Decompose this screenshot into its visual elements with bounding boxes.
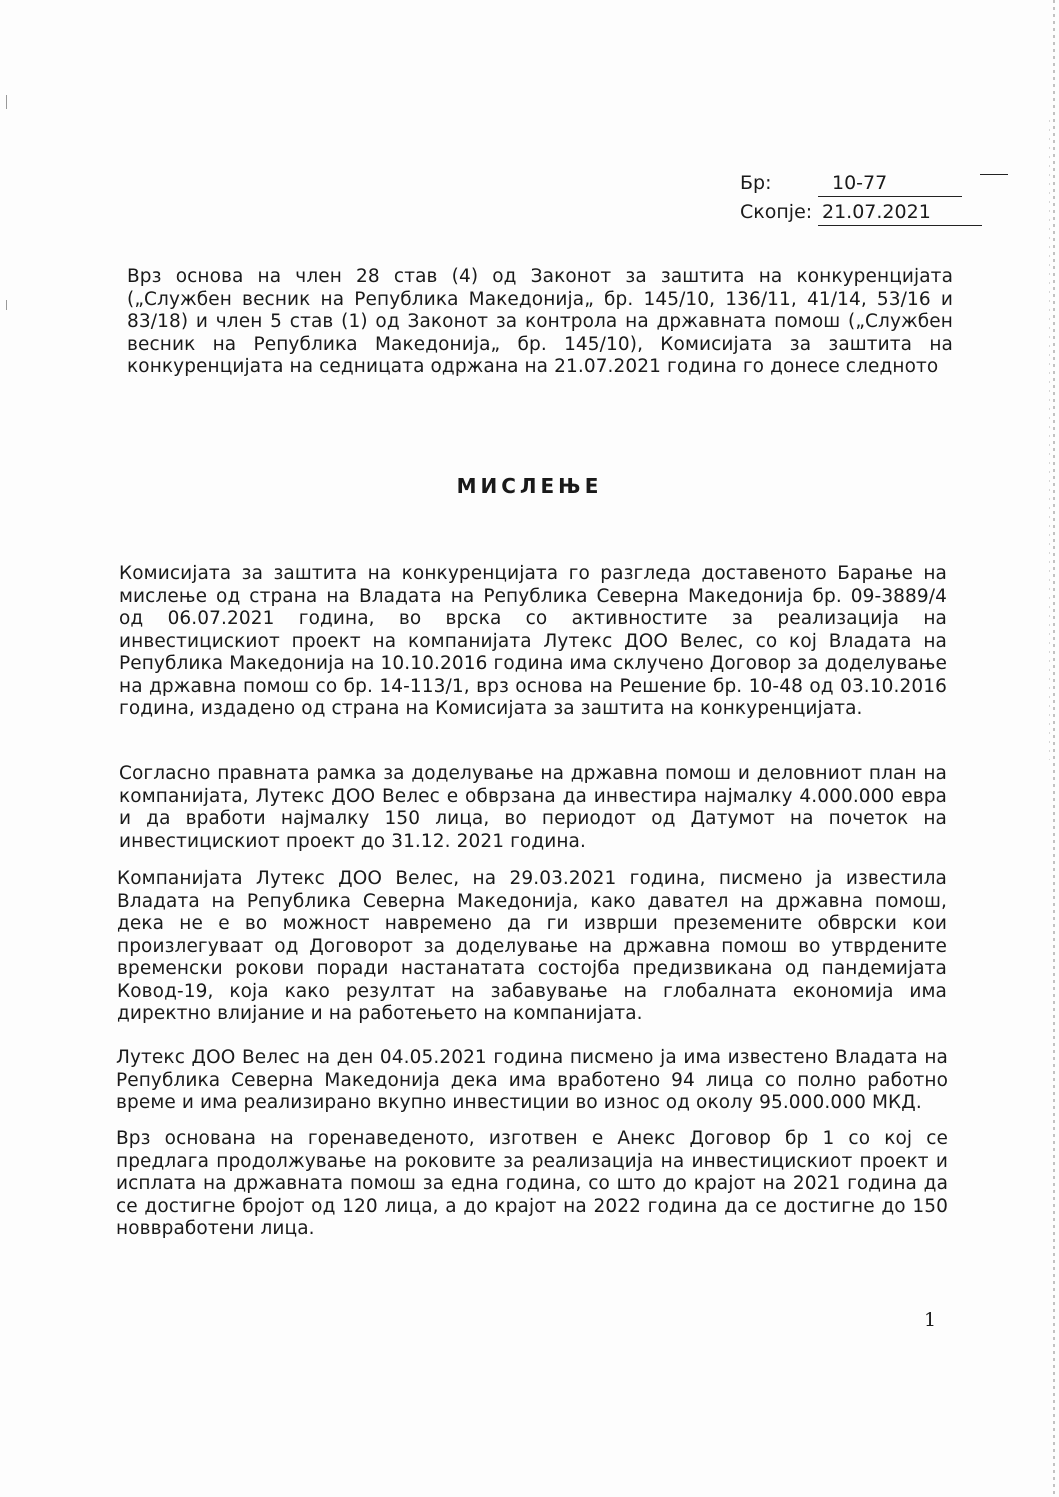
reference-date-row xyxy=(740,199,982,228)
body-paragraph: Лутекс ДОО Велес на ден 04.05.2021 година писмено ја има известено Владата на Република Северна Македонија дека има вработено 94 лица со полно работно време и има реализирано вкупно инвестиции во износ од околу 95.000.000 МКД. xyxy=(116,1047,948,1113)
underline-extension xyxy=(980,174,1008,175)
scan-mark-left xyxy=(6,300,7,310)
page-number: 1 xyxy=(924,1309,937,1331)
body-paragraph: Компанијата Лутекс ДОО Велес, на 29.03.2021 година, писмено ја известила Владата на Република Северна Македонија, како давател на државна помош, дека не е во можност навремено да ги изврши преземените обврски кои произлегуваат од Договорот за доделување на државна помош во утврдените временски рокови поради настанатата состојба предизвикана од пандемијата Ковод-19, која како резултат на забавување на глобалната економија има директно влијание и на работењето на компанијата. xyxy=(117,868,947,1024)
reference-number-value: 10-77 xyxy=(818,170,962,197)
body-paragraph: Комисијата за заштита на конкуренцијата го разгледа доставеното Барање на мислење од страна на Владата на Република Северна Македонија бр. 09-3889/4 од 06.07.2021 година, во врска со активностите за реализација на инвестицискиот проект на компанијата Лутекс ДОО Велес, со кој Владата на Република Македонија на 10.10.2016 година има склучено Договор за доделување на државна помош со бр. 14-113/1, врз основа на Решение бр. 10-48 од 03.10.2016 година, издадено од страна на Комисијата за заштита на конкуренцијата. xyxy=(119,563,947,719)
legal-basis-paragraph: Врз основа на член 28 став (4) од Законот за заштита на конкуренцијата („Службен весник на Република Македонија„ бр. 145/10, 136/11, 41/14, 53/16 и 83/18) и член 5 став (1) од Законот за контрола на државната помош („Службен весник на Република Македонија„ бр. 145/10), Комисијата за заштита на конкуренцијата на седницата одржана на 21.07.2021 година го донесе следното xyxy=(127,266,953,377)
scan-edge-artifact xyxy=(1053,0,1055,1497)
scan-mark-left xyxy=(6,95,7,109)
place-label: Скопје: xyxy=(740,201,813,223)
reference-number-row xyxy=(740,170,982,199)
body-paragraph: Согласно правната рамка за доделување на државна помош и деловниот план на компанијата, Лутекс ДОО Велес е обврзана да инвестира најмалку 4.000.000 евра и да вработи најмалку 150 лица, во периодот од Датумот на почеток на инвестицискиот проект до 31.12. 2021 година. xyxy=(119,763,947,852)
date-value: 21.07.2021 xyxy=(818,199,982,226)
scan-edge-artifact-inner xyxy=(1049,120,1050,760)
body-paragraph: Врз основана на горенаведеното, изготвен е Анекс Договор бр 1 со кој се предлага продолжување на роковите за реализација на инвестицискиот проект и исплата на државната помош за една година, со што до крајот на 2021 година да се достигне бројот од 120 лица, а до крајот на 2022 година да се достигне до 150 новвработени лица. xyxy=(116,1128,948,1239)
reference-number-label: Бр: xyxy=(740,172,772,194)
reference-block xyxy=(740,170,982,228)
document-title: МИСЛЕЊЕ xyxy=(456,474,603,498)
